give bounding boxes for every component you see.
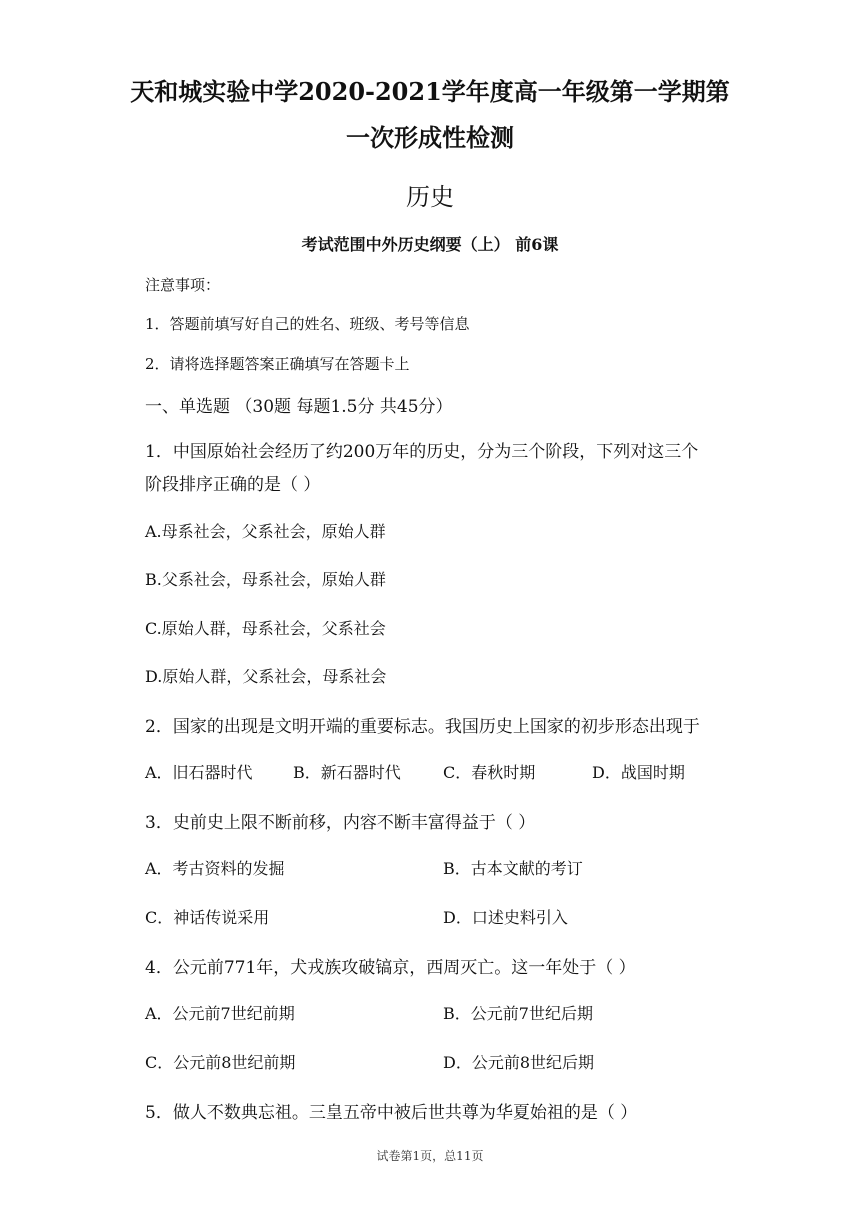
question-4-option-a: A．公元前7世纪前期 (145, 1004, 295, 1023)
question-1-option-b: B.父系社会，母系社会，原始人群 (145, 570, 386, 589)
question-2-option-c: C．春秋时期 (443, 763, 536, 782)
question-5-stem: 5．做人不数典忘祖。三皇五帝中被后世共尊为华夏始祖的是（ ） (145, 1103, 638, 1123)
page-title-line1: 天和城实验中学2020-2021学年度高一年级第一学期第 (130, 77, 730, 106)
question-4-option-c: C．公元前8世纪前期 (145, 1053, 296, 1072)
question-4-option-b: B．公元前7世纪后期 (443, 1004, 593, 1023)
note-item: 2．请将选择题答案正确填写在答题卡上 (145, 355, 410, 373)
question-1-stem-line1: 1．中国原始社会经历了约200万年的历史，分为三个阶段，下列对这三个 (145, 442, 699, 462)
question-4-option-d: D．公元前8世纪后期 (443, 1053, 595, 1072)
question-3-option-b: B．古本文献的考订 (443, 859, 583, 878)
question-3-option-c: C．神话传说采用 (145, 908, 270, 927)
question-2-option-a: A．旧石器时代 (145, 763, 253, 782)
page-footer: 试卷第1页，总11页 (376, 1149, 484, 1163)
notes-heading: 注意事项： (145, 276, 221, 294)
question-2-option-b: B．新石器时代 (293, 763, 401, 782)
note-item: 1．答题前填写好自己的姓名、班级、考号等信息 (145, 315, 470, 333)
question-2-stem: 2．国家的出现是文明开端的重要标志。我国历史上国家的初步形态出现于 (145, 717, 700, 737)
question-3-option-d: D．口述史料引入 (443, 908, 568, 927)
section-heading: 一、单选题 （30题 每题1.5分 共45分） (145, 397, 453, 417)
question-4-stem: 4．公元前771年，犬戎族攻破镐京，西周灭亡。这一年处于（ ） (145, 958, 636, 978)
question-1-option-c: C.原始人群，母系社会，父系社会 (145, 619, 386, 638)
question-2-option-d: D．战国时期 (592, 763, 685, 782)
page-title-line2: 一次形成性检测 (346, 123, 514, 152)
question-1-option-a: A.母系社会，父系社会，原始人群 (145, 522, 386, 541)
subject-title: 历史 (406, 183, 454, 211)
exam-scope: 考试范围中外历史纲要（上） 前6课 (301, 235, 559, 254)
question-1-stem-line2: 阶段排序正确的是（ ） (145, 475, 321, 495)
question-3-option-a: A．考古资料的发掘 (145, 859, 285, 878)
question-3-stem: 3．史前史上限不断前移，内容不断丰富得益于（ ） (145, 813, 536, 833)
question-1-option-d: D.原始人群，父系社会，母系社会 (145, 667, 387, 686)
